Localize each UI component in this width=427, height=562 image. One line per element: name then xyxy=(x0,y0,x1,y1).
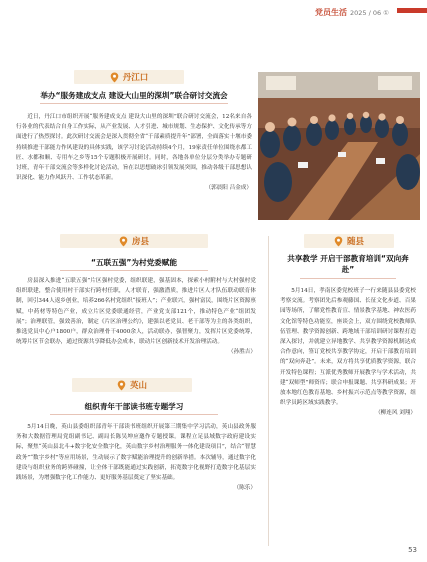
paragraph: 近日，丹江口市组织开展“服务建成支点 建设大山里的深圳”联合研讨交流会，12名来自各行各业的代表结合自身工作实际，从产业发展、人才引进、城市规划、生态保护、文化传承等方面进行了热烈探讨。此次研讨交流会是深入贯彻全省“千部素质提升年”部署，全面落实十堰市委持续推进干部能力作风建设的具体实践，该学习讨论活动持续4个月，19家责任单位围绕水都工匠、水都和顺、专用车之乡等15个专题积极开展研讨。同时，各地各单位分层分类举办专题研讨班，青年干部交流会等多样化讨论活动，旨在以思想破冰引领发展突围，推动各级干部思想认识深化、能力作风跃升、工作状态革新。 xyxy=(16,114,252,182)
region-heading-fangxian xyxy=(60,234,208,248)
region-heading-yingshan xyxy=(72,378,192,392)
region-name: 房县 xyxy=(131,237,149,247)
location-pin-icon xyxy=(110,72,119,83)
paragraph: 5月14日晚，英山县委组织部青年干部读书班组织开展第三期集中学习活动，英山县政务服务和大数据管理局党组副书记、副局长陈吴坤应邀作专题授课。课程立足县域数字政府建设实际，聚焦“英山县北斗+数字化安全数字化，英山数字乡村治理服务一体化建设项目”，结合“智慧政务”“数字乡村”等应用场景，生动展示了数字赋能治理提升的创新举措。本次辅导，通过数字化建设与组织业务的跨界碰撞，让全体干部既能通过实践创新，拓宽数字化视野打造数字化基层实践场景，为增强数字化工作能力、更好服务基层奠定了坚实基础。 xyxy=(16,424,256,482)
column-divider xyxy=(268,236,269,546)
article-title-suixian: 共享教学 开启干部教育培训“双向奔赴” xyxy=(287,254,409,274)
page-header xyxy=(0,0,427,22)
paragraph: 房县深入推进“五联五强”片区强村党委，组织联建，强基固本，探索小村附村与大村强村党组织联建，整合使用村干部实行跨村任职，人才联育，强激潜质，推进片区人才队伍联动联育体制，回引344人返乡创业，培养266名村党组织“接班人”；产业联兴，强村富民，围绕片区资源禀赋，中药材等特色产业，成立片区党委联通经营，产业党支部121个，推动特色产业“组团发展”；治理联管，强效善治，制定《片区治理公约》，建强以老党员、老干部等为主的各类组织，推选党员中心户1800户，群众治理骨干4000余人，活动联办，强智聚力，发挥片区党委统筹，统筹片区节会联办，通过资源共享降低办会成本，联动片区创新技术开发治理活动。 xyxy=(16,278,256,346)
region-heading-suixian xyxy=(304,234,394,248)
article-body-danjiangkou xyxy=(16,112,252,194)
article-body-suixian xyxy=(280,286,416,419)
article-title-danjiangkou: 举办“服务建成支点 建设大山里的深圳”联合研讨交流会 xyxy=(40,91,228,100)
header-red-bar xyxy=(397,8,427,13)
location-pin-icon xyxy=(117,380,126,391)
title-divider xyxy=(300,278,396,279)
region-heading-danjiangkou xyxy=(74,70,184,84)
article-title-yingshan: 组织青年干部读书班专题学习 xyxy=(84,402,184,411)
page-number: 53 xyxy=(408,546,417,554)
masthead xyxy=(315,7,389,18)
magazine-brand: 党员生活 xyxy=(314,7,347,17)
meeting-photo xyxy=(258,72,420,220)
location-pin-icon xyxy=(119,236,128,247)
region-name: 丹江口 xyxy=(122,73,149,83)
region-name: 随县 xyxy=(346,237,364,247)
article-body-yingshan xyxy=(16,422,256,493)
author-signature: （孙胜吉） xyxy=(228,349,256,356)
title-divider xyxy=(40,103,228,104)
article-body-fangxian xyxy=(16,276,256,358)
article-title-fangxian: “五联五强”为村党委赋能 xyxy=(91,258,177,267)
location-pin-icon xyxy=(334,236,343,247)
author-signature: （柳连风 刘翔） xyxy=(375,410,416,417)
author-signature: （郭晨阳 吕金成） xyxy=(205,185,252,192)
paragraph: 5月14日，孝南区委党校班子一行来随县县委党校考察交流。考察团先后参观藤国、长征文化步道、百果园等场所，了解党性教育宣、情景教学基地、神农医药文化馆等特色功能室，座谈会上，双方围绕党校教师队伍管理、教学资源创新、跨地域干部培训研讨课程打造深入探讨，并就建立异地教学、共享教学资源机制达成合作意向，签订党校共享教学协定，开启干部教育培训的“双向奔赴”。未来，双方将共享优质教学资源，联合开发特色课程；互派优秀教师开展教学与学术活动，共建“双师型”师资库；联合申报课题、共享科研成果；开放本地红色教育基地、乡村振兴示范点等教学资源，组织学员跨区域实践教学。 xyxy=(280,288,416,407)
title-divider xyxy=(50,414,218,415)
author-signature: （陈乐） xyxy=(233,485,256,492)
region-name: 英山 xyxy=(129,381,147,391)
issue-date: 2025 / 06 ① xyxy=(349,9,389,17)
title-divider xyxy=(60,270,208,271)
